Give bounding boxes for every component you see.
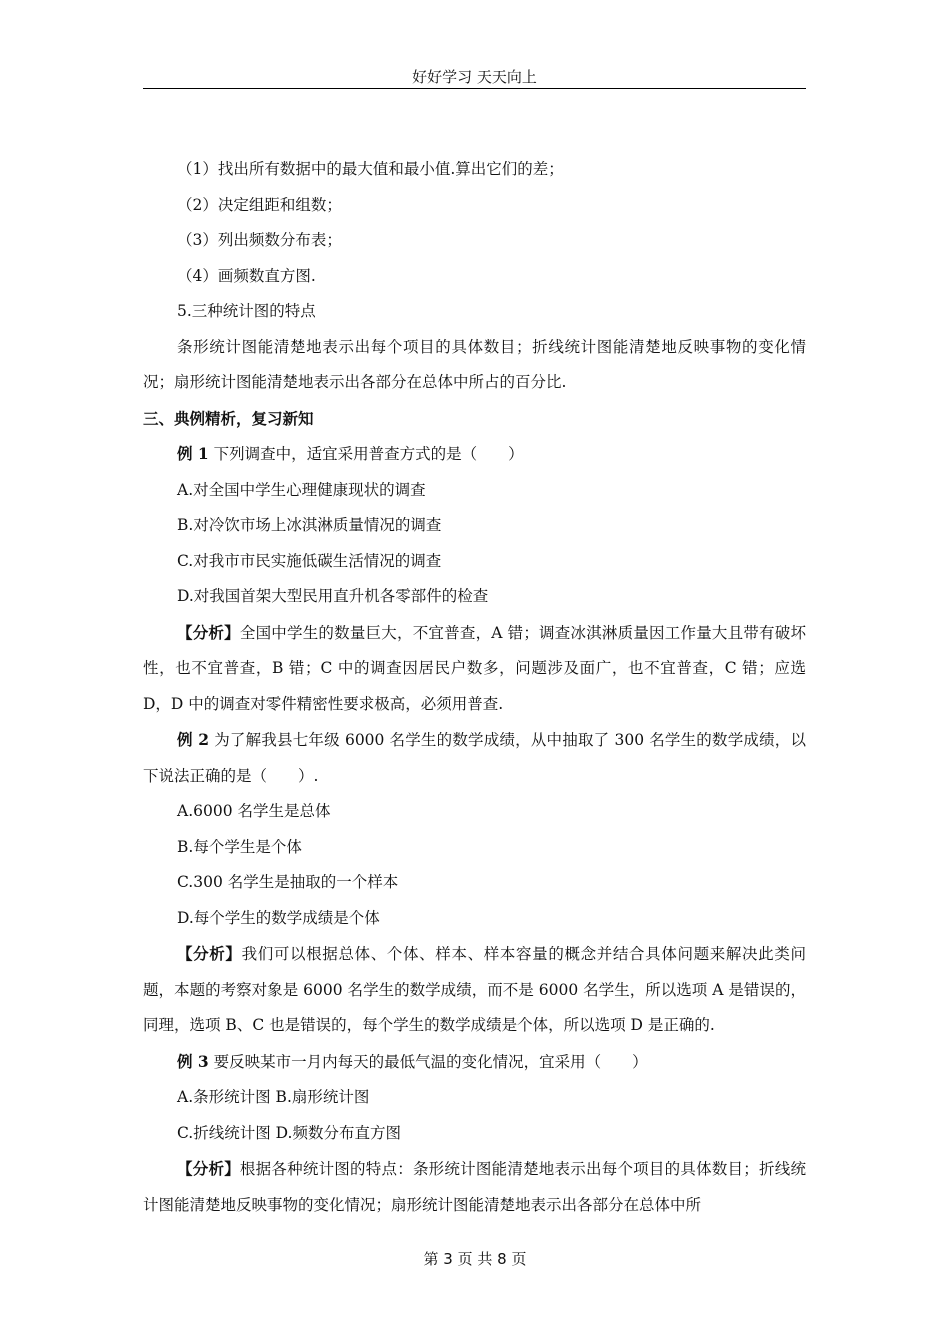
example1-analysis-text: 全国中学生的数量巨大，不宜普查，A 错；调查冰淇淋质量因工作量大且带有破坏性，也不宜普查，B 错；C 中的调查因居民户数多，问题涉及面广，也不宜普查，C 错；应选 D，D 中的调查对零件精密性要求极高，必须用普查. (143, 623, 806, 713)
step-2: （2）决定组距和组数； (177, 195, 342, 214)
example2-option-b: B.每个学生是个体 (177, 837, 302, 856)
example1-label: 例 1 (177, 444, 209, 463)
example3-analysis-text: 根据各种统计图的特点：条形统计图能清楚地表示出每个项目的具体数目；折线统计图能清楚地反映事物的变化情况；扇形统计图能清楚地表示出各部分在总体中所 (143, 1160, 806, 1214)
example1-option-d: D.对我国首架大型民用直升机各零部件的检查 (177, 587, 489, 605)
example2-analysis-label: 【分析】 (177, 944, 242, 963)
example3-question (143, 1044, 806, 1081)
section3-title: 三、典例精析，复习新知 (143, 408, 314, 428)
point5-title: 5.三种统计图的特点 (177, 302, 316, 320)
page-header: 好好学习 天天向上 (412, 68, 537, 86)
example2-option-d: D.每个学生的数学成绩是个体 (177, 908, 380, 927)
example2-question (143, 722, 806, 794)
example2-label: 例 2 (177, 730, 210, 749)
step-3: （3）列出频数分布表； (177, 231, 342, 249)
example1-question (143, 436, 806, 473)
example3-analysis (143, 1151, 806, 1223)
example1-question-text: 下列调查中，适宜采用普查方式的是（ ） (208, 445, 524, 463)
step-4: （4）画频数直方图. (177, 266, 316, 285)
example3-option-cd: C.折线统计图 D.频数分布直方图 (177, 1123, 401, 1142)
example2-option-c: C.300 名学生是抽取的一个样本 (177, 873, 399, 891)
example1-option-a: A.对全国中学生心理健康现状的调查 (177, 480, 426, 499)
example2-question-text: 为了解我县七年级 6000 名学生的数学成绩，从中抽取了 300 名学生的数学成绩，以下说法正确的是（ ）. (143, 731, 807, 785)
example3-question-text: 要反映某市一月内每天的最低气温的变化情况，宜采用（ ） (208, 1052, 648, 1071)
example3-label: 例 3 (177, 1051, 209, 1071)
example2-analysis-text: 我们可以根据总体、个体、样本、样本容量的概念并结合具体问题来解决此类问题，本题的考察对象是 6000 名学生的数学成绩，而不是 6000 名学生，所以选项 A 是错误的，同理，选项 B、C 也是错误的，每个学生的数学成绩是个体，所以选项 D 是正确的. (143, 945, 806, 1034)
example3-option-ab: A.条形统计图 B.扇形统计图 (177, 1088, 370, 1106)
step-1: （1）找出所有数据中的最大值和最小值.算出它们的差； (177, 160, 564, 178)
page-footer: 第 3 页 共 8 页 (423, 1250, 527, 1268)
example1-option-b: B.对冷饮市场上冰淇淋质量情况的调查 (177, 516, 442, 534)
example2-analysis (143, 936, 806, 1044)
example3-analysis-label: 【分析】 (177, 1159, 240, 1178)
header-rule (143, 88, 806, 89)
example1-analysis (143, 615, 806, 723)
example1-option-c: C.对我市市民实施低碳生活情况的调查 (177, 551, 442, 570)
example2-option-a: A.6000 名学生是总体 (177, 802, 331, 820)
point5-body: 条形统计图能清楚地表示出每个项目的具体数目；折线统计图能清楚地反映事物的变化情况；扇形统计图能清楚地表示出各部分在总体中所占的百分比. (143, 337, 806, 391)
example1-analysis-label: 【分析】 (177, 622, 240, 642)
page-content (143, 152, 806, 1223)
